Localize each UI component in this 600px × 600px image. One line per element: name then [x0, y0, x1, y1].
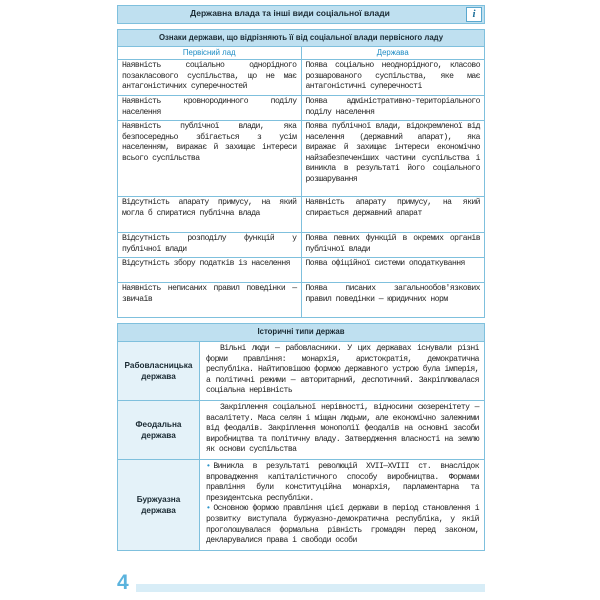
table-cell: Наявність апарату примусу, на який спирається державний апарат [305, 198, 480, 218]
comparison-column-headers [118, 47, 484, 60]
state-type-description: Закріплення соціальної нерівності, відносини сюзеренітету — васалітету. Маса селян і міщан людьми, але економічно залежними від феодалів. Закріплення монополії феодалів на основні засоби виробництва та політичну владу. Затвердження власності на землю як основи суспільства [206, 402, 479, 455]
table-cell: Поява адміністративно-територіального поділу населення [305, 97, 480, 117]
header-bar [117, 5, 485, 24]
bullet-icon: • [206, 461, 211, 471]
page-number: 4 [117, 571, 129, 594]
state-type-name: Буржуазна держава [118, 460, 200, 550]
table-cell: Наявність публічної влади, яка безпосередньо збігається з усім населенням, виражає й захищає інтереси всього суспільства [118, 121, 302, 196]
column-header-state: Держава [376, 48, 409, 57]
table-cell: Відсутність розподілу функцій у публічної влади [118, 233, 302, 257]
historical-types-title: Історичні типи держав [118, 324, 484, 341]
list-item-text: Основною формою правління цієї держави в період становлення і розвитку виступала буржуазно-демократична республіка, у якій проголошувалася формальна рівність громадян перед законом, декларувалися права і свободи особи [206, 504, 479, 546]
state-type-description [200, 460, 484, 550]
table-cell: Поява публічної влади, відокремленої від населення (державний апарат), яка виражає й захищає інтереси економічно найзабезпеченіших частини суспільства і виникла в результаті його соціального розшарування [302, 121, 485, 196]
state-type-description: Вільні люди — рабовласники. У цих державах існували різні форми правління: монархія, аристократія, демократична республіка. Найтиповішою формою державного устрою була імперія, а політичні режими — авторитарний, деспотичний. Закріплювалася соціальна нерівність [206, 344, 479, 396]
table-cell: Наявність кровнородинного поділу населення [118, 96, 302, 120]
table-cell: Наявність неписаних правил поведінки — звичаїв [118, 283, 302, 317]
info-icon: i [466, 7, 482, 22]
column-header-primitive: Первісний лад [118, 47, 302, 59]
table-cell: Поява соціально неоднорідного, класово розшарованого суспільства, яке має антагоністичні суперечності [302, 60, 485, 95]
list-item-text: Виникла в результаті революцій XVII—XVIII ст. внаслідок впровадження капіталістичного способу виробництва. Формами правління були конституційна монархія, парламентарна та президентська республіки. [206, 461, 479, 503]
historical-types-table [117, 323, 485, 551]
table-row [118, 283, 484, 317]
table-cell: Відсутність апарату примусу, на який могла б спиратися публічна влада [118, 197, 302, 232]
table-row [118, 258, 484, 283]
table-row [118, 341, 484, 400]
page-title: Державна влада та інші види соціальної влади [190, 8, 390, 18]
table-cell: Поява писаних загальнообов'язкових правил поведінки — юридичних норм [302, 283, 485, 317]
table-row [118, 459, 484, 550]
list-item [206, 504, 479, 546]
comparison-title: Ознаки держави, що відрізняють її від соціальної влади первісного ладу [118, 30, 484, 47]
list-item [206, 462, 479, 504]
table-row [118, 233, 484, 258]
state-type-name: Феодальна держава [118, 401, 200, 459]
table-row [118, 60, 484, 96]
bullet-icon: • [206, 504, 211, 514]
page-footer-stripe [136, 584, 485, 592]
comparison-table [117, 29, 485, 318]
state-type-name: Рабовласницька держава [118, 342, 200, 400]
table-cell: Наявність соціально однорідного позакласового суспільства, що не має антагоністичних суперечностей [118, 60, 302, 95]
table-row [118, 96, 484, 121]
table-cell: Поява певних функцій в окремих органів публічної влади [302, 233, 485, 257]
table-row [118, 197, 484, 233]
table-row [118, 400, 484, 459]
table-cell: Поява офіційної системи оподаткування [305, 259, 465, 268]
table-row [118, 121, 484, 197]
table-cell: Відсутність збору податків із населення [118, 258, 302, 282]
